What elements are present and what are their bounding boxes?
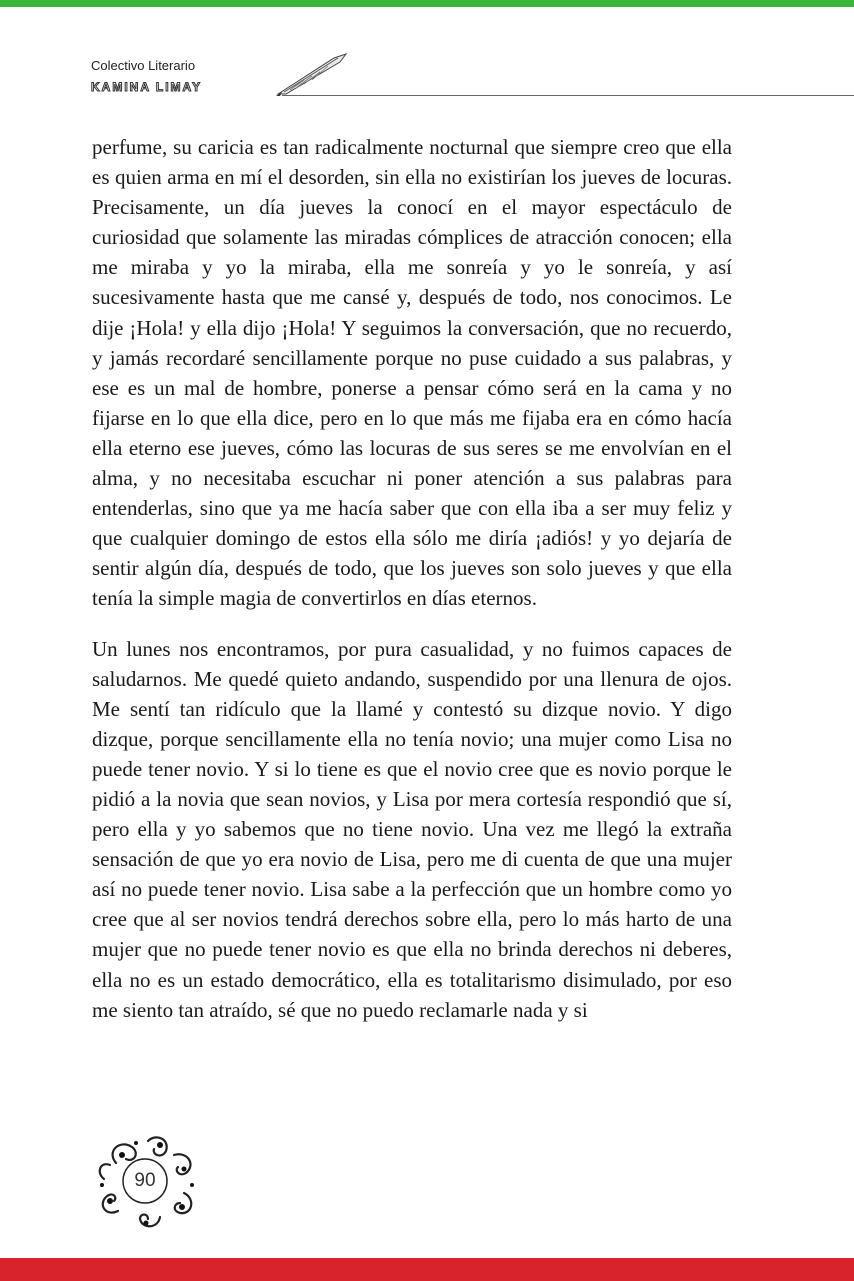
page-number: 90 [134, 1170, 156, 1191]
quill-pen-icon [274, 52, 350, 98]
page-number-ornament [96, 1133, 202, 1231]
bottom-accent-bar [0, 1258, 854, 1281]
body-text [92, 132, 732, 1025]
paragraph: Un lunes nos encontramos, por pura casualidad, y no fuimos capaces de saludarnos. Me quedé quieto andando, suspendido por una llenura de ojos. Me sentí tan ridículo que la llamé y contestó su dizque novio. Y digo dizque, porque sencillamente ella no tenía novio; una mujer como Lisa no puede tener novio. Y si lo tiene es que el novio cree que es novio porque le pidió a la novia que sean novios, y Lisa por mera cortesía respondió que sí, pero ella y yo sabemos que no tiene novio. Una vez me llegó la extraña sensación de que yo era novio de Lisa, pero me di cuenta de que una mujer así no puede tener novio. Lisa sabe a la perfección que un hombre como yo cree que al ser novios tendrá derechos sobre ella, pero lo más harto de una mujer que no puede tener novio es que ella no brinda derechos ni deberes, ella no es un estado democrático, ella es totalitarismo disimulado, por eso me siento tan atraído, sé que no puedo reclamarle nada y si [92, 636, 732, 1022]
header-rule [282, 95, 854, 96]
paragraph: perfume, su caricia es tan radicalmente nocturnal que siempre creo que ella es quien arma en mí el desorden, sin ella no existirían los jueves de locuras. Precisamente, un día jueves la conocí en el mayor espectáculo de curiosidad que solamente las miradas cómplices de atracción conocen; ella me miraba y yo la miraba, ella me sonreía y yo le sonreía, y así sucesivamente hasta que me cansé y, después de todo, nos conocimos. Le dije ¡Hola! y ella dijo ¡Hola! Y seguimos la conversación, que no recuerdo, y jamás recordaré sencillamente porque no puse cuidado a sus palabras, y ese es un mal de hombre, ponerse a pensar cómo será en la cama y no fijarse en lo que ella dice, pero en lo que más me fijaba era en cómo hacía ella eterno ese jueves, cómo las locuras de sus seres se me envolvían en el alma, y no necesitaba escuchar ni poner atención a sus palabras para entenderlas, sino que ya me hacía saber que con ella iba a ser muy feliz y que cualquier domingo de estos ella sólo me diría ¡adiós! y yo dejaría de sentir algún día, después de todo, que los jueves son solo jueves y que ella tenía la simple magia de convertirlos en días eternos. [92, 135, 732, 611]
brand-logo: KAMINA LIMAY [91, 80, 203, 94]
collective-label: Colectivo Literario [91, 58, 196, 73]
page-header [0, 0, 854, 110]
